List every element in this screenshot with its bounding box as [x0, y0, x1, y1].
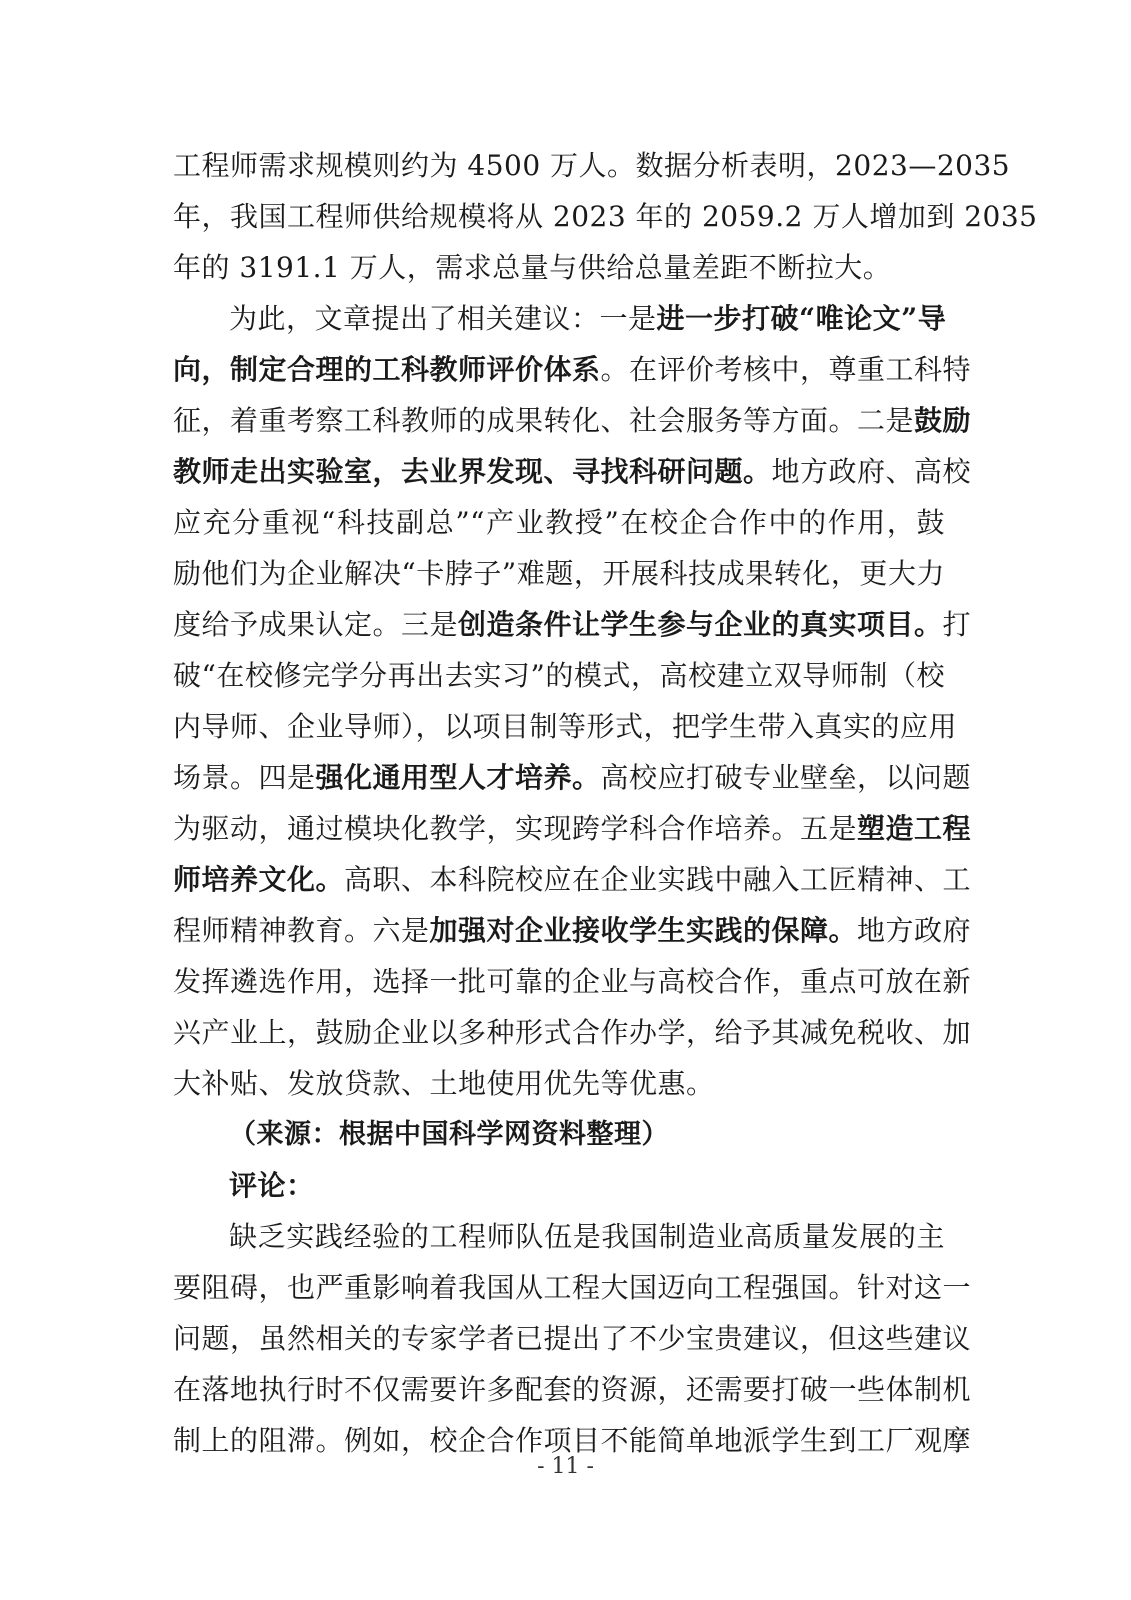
- paragraph-line: 励他们为企业解决“卡脖子”难题，开展科技成果转化，更大力: [173, 557, 945, 590]
- body-text: [173, 140, 1038, 1466]
- source-note: （来源：根据中国科学网资料整理）: [229, 1119, 669, 1150]
- page-number: - 11 -: [537, 1454, 594, 1479]
- paragraph-line: 破“在校修完学分再出去实习”的模式，高校建立双导师制（校: [173, 659, 945, 692]
- bold-phrase: 进一步打破“唯论文”导: [656, 302, 947, 335]
- paragraph-line: 师培养文化。高职、本科院校应在企业实践中融入工匠精神、工: [173, 863, 972, 896]
- paragraph-line: 程师精神教育。六是加强对企业接收学生实践的保障。地方政府: [173, 914, 972, 947]
- paragraph-line: 工程师需求规模则约为 4500 万人。数据分析表明，2023—2035: [173, 149, 1011, 182]
- paragraph-line: 向，制定合理的工科教师评价体系。在评价考核中，尊重工科特: [173, 353, 972, 386]
- paragraph-line: 缺乏实践经验的工程师队伍是我国制造业高质量发展的主: [229, 1220, 945, 1253]
- bold-phrase: 教师走出实验室，去业界发现、寻找科研问题。: [173, 455, 772, 488]
- bold-phrase: 创造条件让学生参与企业的真实项目。: [458, 608, 943, 641]
- paragraph-line: 为此，文章提出了相关建议：一是进一步打破“唯论文”导: [229, 302, 947, 335]
- paragraph-line: 征，着重考察工科教师的成果转化、社会服务等方面。二是鼓励: [173, 404, 972, 437]
- paragraph-line: 发挥遴选作用，选择一批可靠的企业与高校合作，重点可放在新: [173, 965, 972, 998]
- paragraph-line: 度给予成果认定。三是创造条件让学生参与企业的真实项目。打: [173, 608, 972, 641]
- paragraph-line: 年的 3191.1 万人，需求总量与供给总量差距不断拉大。: [173, 251, 892, 284]
- paragraph-line: 在落地执行时不仅需要许多配套的资源，还需要打破一些体制机: [173, 1373, 972, 1406]
- paragraph-line: 场景。四是强化通用型人才培养。高校应打破专业壁垒，以问题: [173, 761, 972, 794]
- paragraph-line: 兴产业上，鼓励企业以多种形式合作办学，给予其减免税收、加: [173, 1016, 972, 1049]
- paragraph-line: 教师走出实验室，去业界发现、寻找科研问题。地方政府、高校: [173, 455, 972, 488]
- paragraph-line: 年，我国工程师供给规模将从 2023 年的 2059.2 万人增加到 2035: [173, 200, 1038, 233]
- paragraph-line: 大补贴、发放贷款、土地使用优先等优惠。: [173, 1067, 715, 1100]
- paragraph-line: 制上的阻滞。例如，校企合作项目不能简单地派学生到工厂观摩: [173, 1424, 972, 1457]
- bold-phrase: 塑造工程: [857, 812, 972, 845]
- bold-phrase: 向，制定合理的工科教师评价体系: [173, 353, 601, 386]
- paragraph-line: 内导师、企业导师），以项目制等形式，把学生带入真实的应用: [173, 710, 958, 743]
- comment-heading: 评论：: [229, 1169, 315, 1202]
- bold-phrase: 加强对企业接收学生实践的保障。: [429, 914, 858, 947]
- bold-phrase: 强化通用型人才培养。: [315, 761, 601, 794]
- paragraph-line: 要阻碍，也严重影响着我国从工程大国迈向工程强国。针对这一: [173, 1271, 972, 1304]
- paragraph-line: 应充分重视“科技副总”“产业教授”在校企合作中的作用，鼓: [173, 506, 945, 539]
- bold-phrase: 鼓励: [914, 404, 972, 437]
- paragraph-line: 问题，虽然相关的专家学者已提出了不少宝贵建议，但这些建议: [173, 1322, 972, 1355]
- bold-phrase: 师培养文化。: [173, 863, 345, 896]
- paragraph-line: 为驱动，通过模块化教学，实现跨学科合作培养。五是塑造工程: [173, 812, 972, 845]
